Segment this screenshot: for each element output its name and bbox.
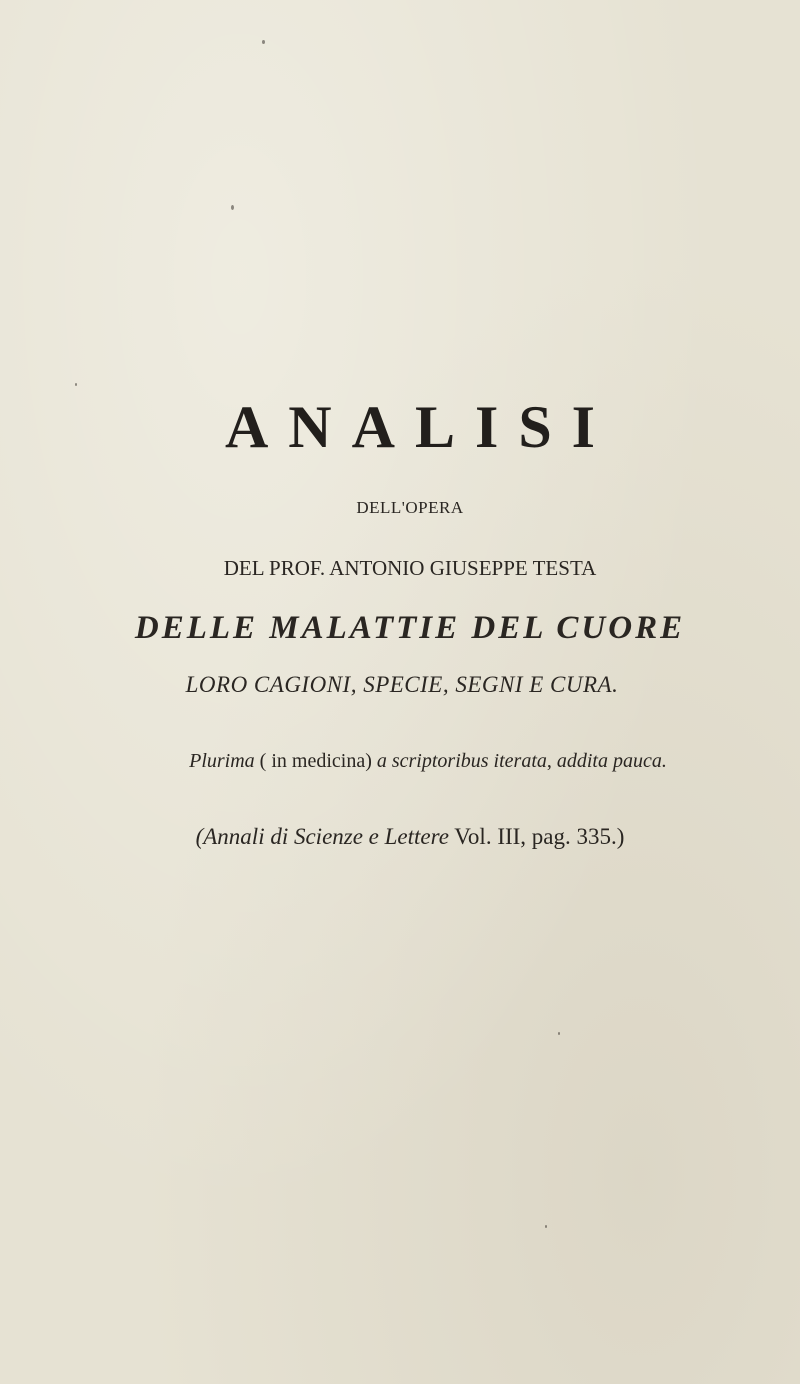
- paper-speck: [75, 383, 77, 386]
- epigraph-part: ( in medicina): [254, 750, 377, 772]
- paper-speck: [545, 1225, 547, 1228]
- page-subtitle: DELL'OPERA: [356, 498, 464, 517]
- epigraph: [0, 747, 800, 775]
- work-subtitle: LORO CAGIONI, SPECIE, SEGNI E CURA.: [185, 672, 619, 697]
- epigraph-part: addita pauca.: [556, 750, 667, 772]
- epigraph-part: a scriptoribus iterata: [376, 750, 547, 772]
- paper-speck: [558, 1032, 560, 1035]
- epigraph-part: ,: [546, 750, 557, 772]
- work-title: DELLE MALATTIE DEL CUORE: [134, 610, 686, 646]
- source-citation: [0, 822, 800, 852]
- author-line: DEL PROF. ANTONIO GIUSEPPE TESTA: [223, 556, 597, 580]
- paper-speck: [262, 40, 265, 44]
- citation-details: Vol. III, pag. 335.): [448, 824, 625, 849]
- paper-speck: [231, 205, 234, 210]
- page-title: ANALISI: [224, 394, 616, 460]
- journal-name: Annali di Scienze e Lettere: [203, 824, 449, 849]
- citation-open: (: [195, 824, 204, 849]
- epigraph-part: Plurima: [189, 750, 255, 772]
